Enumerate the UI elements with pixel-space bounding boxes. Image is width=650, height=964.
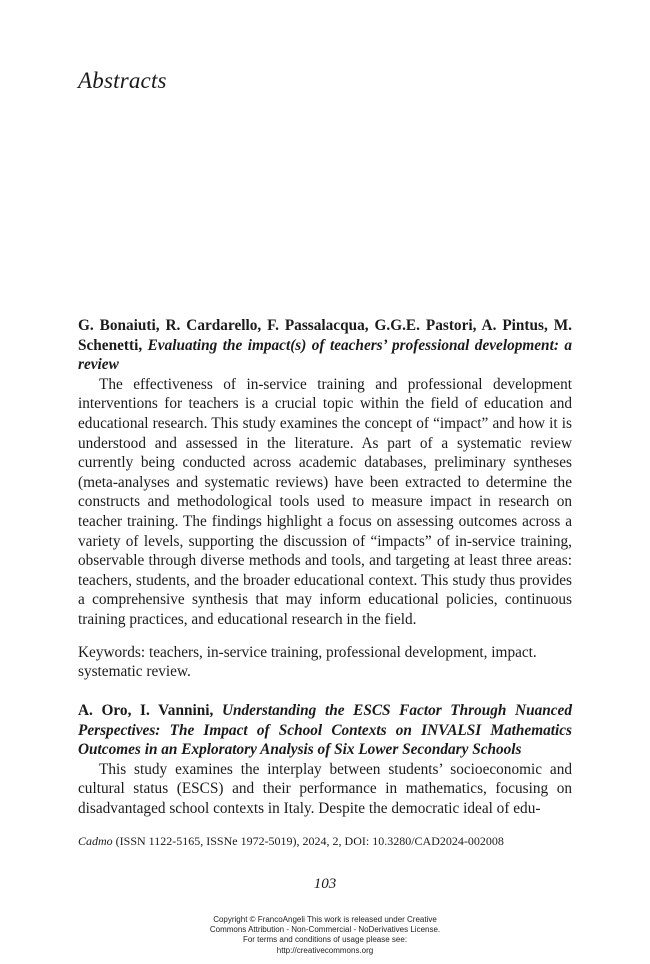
abstract-heading [78, 316, 572, 375]
copyright-line: Copyright © FrancoAngeli This work is released under Creative [213, 915, 437, 924]
copyright-line: For terms and conditions of usage please see: [242, 935, 408, 945]
abstract-body: This study examines the interplay between students’ socioeconomic and cultural status (ESCS) and their performance in mathematics, focusing on disadvantaged school contexts in Italy. Despite the democratic ideal of edu- [78, 760, 572, 817]
abstract-title: Evaluating the impact(s) of teachers’ professional development: a review [78, 336, 572, 374]
journal-info: (ISSN 1122-5165, ISSNe 1972-5019), 2024, 2, DOI: 10.3280/CAD2024-002008 [112, 834, 504, 848]
journal-name: Cadmo [78, 834, 113, 848]
abstract-entry [78, 701, 572, 819]
page-title: Abstracts [78, 68, 167, 93]
copyright-url[interactable]: http://creativecommons.org [276, 945, 374, 955]
abstract-entry [78, 316, 572, 682]
abstract-title: Understanding the ESCS Factor Through Nuanced Perspectives: The Impact of School Contexts on INVALSI Mathematics Outcomes in an Exploratory Analysis of Six Lower Secondary Schools [78, 702, 572, 759]
journal-citation [78, 834, 578, 849]
abstract-heading [78, 701, 572, 760]
abstract-keywords: Keywords: teachers, in-service training, professional development, impact. systematic review. [78, 643, 537, 681]
copyright-notice [0, 915, 650, 956]
abstract-body: The effectiveness of in-service training and professional development interventions for teachers is a crucial topic within the field of education and educational research. This study examines the concept of “impact” and how it is understood and assessed in the literature. As part of a systematic review currently being conducted across academic databases, preliminary syntheses (meta-analyses and systematic reviews) have been extracted to determine the constructs and methodological tools used to measure impact in research on teacher training. The findings highlight a focus on assessing outcomes across a variety of levels, supporting the discussion of “impacts” of in-service training, observable through diverse methods and tools, and targeting at least three areas: teachers, students, and the broader educational context. This study thus provides a comprehensive synthesis that may inform educational policies, continuous training practices, and educational research in the field. [78, 375, 572, 628]
abstract-authors: G. Bonaiuti, R. Cardarello, F. Passalacqua, G.G.E. Pastori, A. Pintus, M. Schenetti, [78, 317, 572, 354]
page-number: 103 [313, 876, 337, 892]
copyright-line: Commons Attribution - Non-Commercial - NoDerivatives License. [209, 925, 441, 935]
abstract-authors: A. Oro, I. Vannini, [78, 702, 214, 719]
